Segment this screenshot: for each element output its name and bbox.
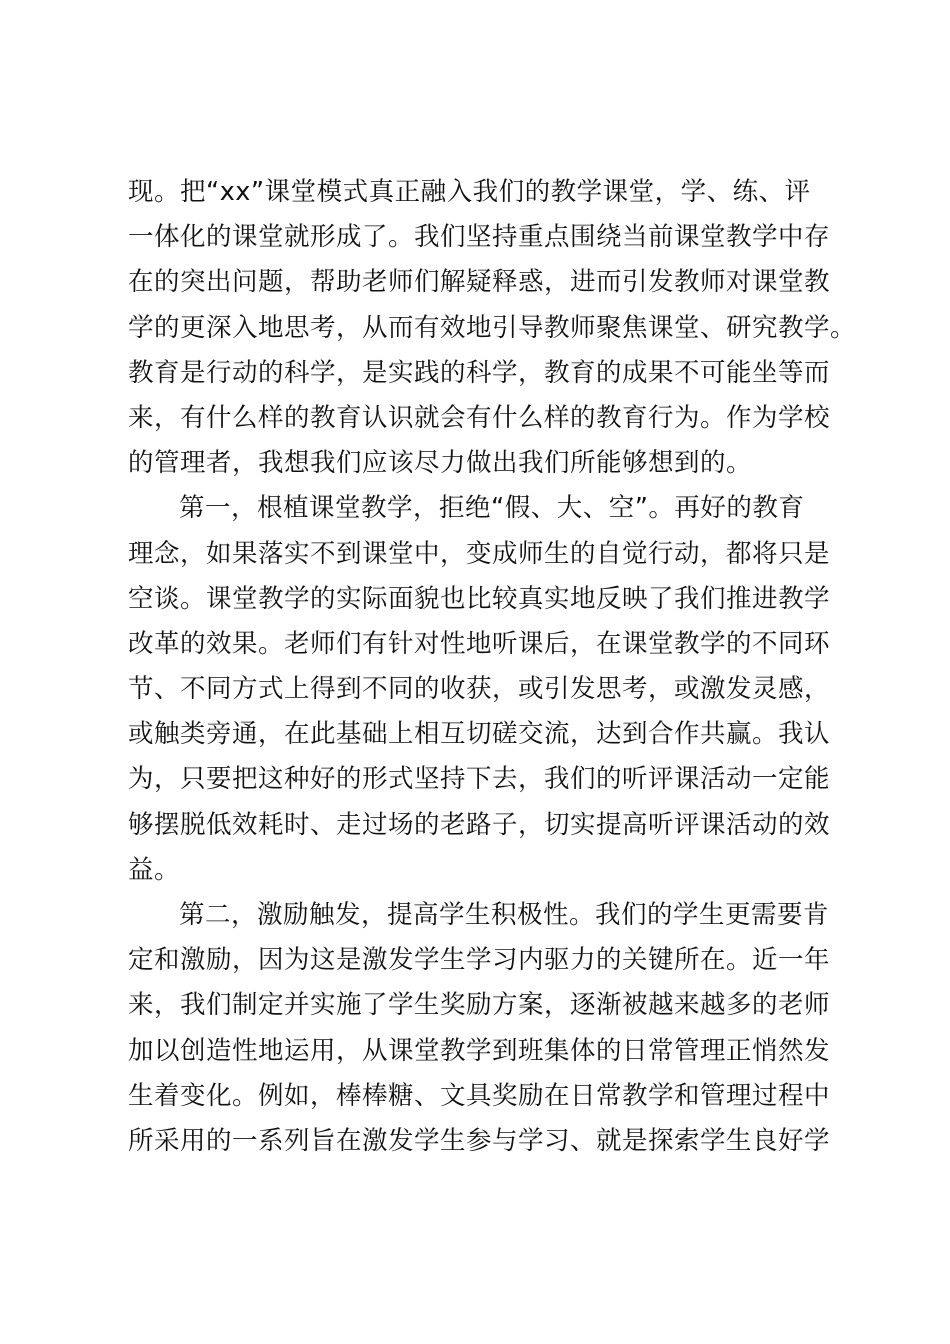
body-text (128, 170, 857, 1164)
text-line: 为，只要把这种好的形式坚持下去，我们的听评课活动一定能 (128, 764, 831, 795)
text-line: 加以创造性地运用，从课堂教学到班集体的日常管理正悄然发 (128, 1035, 831, 1066)
text-line: 学的更深入地思考，从而有效地引导教师聚焦课堂、研究教学。 (128, 312, 857, 343)
text-line: 益。 (128, 854, 181, 885)
text-line: 来，有什么样的教育认识就会有什么样的教育行为。作为学校 (128, 402, 831, 433)
text-line: 节、不同方式上得到不同的收获，或引发思考，或激发灵感， (128, 674, 831, 705)
text-line: 够摆脱低效耗时、走过场的老路子，切实提高听评课活动的效 (128, 809, 831, 840)
text-line: 定和激励，因为这是激发学生学习内驱力的关键所在。近一年 (128, 945, 831, 976)
text-line: 改革的效果。老师们有针对性地听课后，在课堂教学的不同环 (128, 628, 831, 659)
text-line: 来，我们制定并实施了学生奖励方案，逐渐被越来越多的老师 (128, 990, 831, 1021)
text-line: 生着变化。例如，棒棒糖、文具奖励在日常教学和管理过程中 (128, 1080, 831, 1111)
text-line: 或触类旁通，在此基础上相互切磋交流，达到合作共赢。我认 (128, 719, 831, 750)
paragraph-first-line: 第二，激励触发，提高学生积极性。我们的学生更需要肯 (179, 900, 830, 930)
text-line: 所采用的一系列旨在激发学生参与学习、就是探索学生良好学 (128, 1125, 831, 1156)
text-line: 空谈。课堂教学的实际面貌也比较真实地反映了我们推进教学 (128, 583, 831, 614)
text-line: 理念，如果落实不到课堂中，变成师生的自觉行动，都将只是 (128, 538, 831, 569)
paragraph-first-line: 第一，根植课堂教学，拒绝“假、大、空”。再好的教育 (179, 493, 805, 524)
text-line: 教育是行动的科学，是实践的科学，教育的成果不可能坐等而 (128, 357, 831, 388)
text-line: 一体化的课堂就形成了。我们坚持重点围绕当前课堂教学中存 (128, 222, 831, 253)
text-line: 现。把“xx”课堂模式真正融入我们的教学课堂，学、练、评 (128, 177, 811, 207)
text-line: 在的突出问题，帮助老师们解疑释惑，进而引发教师对课堂教 (128, 267, 831, 298)
text-line: 的管理者，我想我们应该尽力做出我们所能够想到的。 (128, 448, 753, 479)
